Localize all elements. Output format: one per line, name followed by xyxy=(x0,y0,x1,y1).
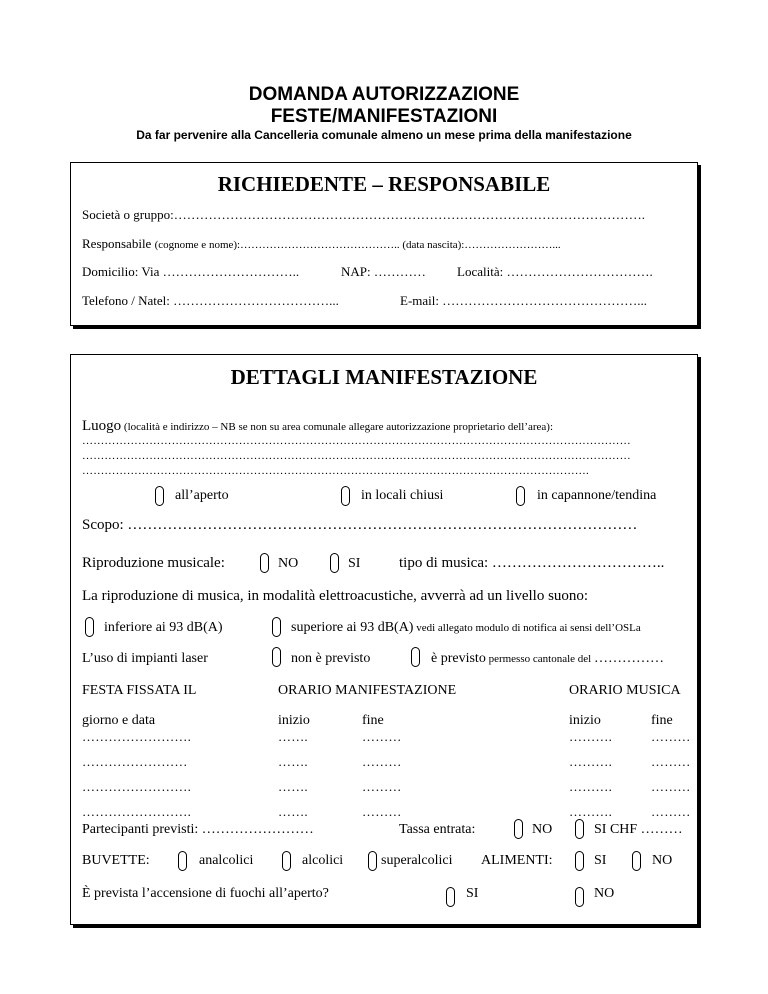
fine-header: fine xyxy=(362,713,384,728)
musica-fine-field-4[interactable]: ……… xyxy=(651,804,691,819)
superiore-note: vedi allegato modulo di notifica ai sensi dell’OSLa xyxy=(413,622,641,634)
responsabile-field[interactable] xyxy=(82,236,561,252)
riproduzione-label: Riproduzione musicale: xyxy=(82,555,225,571)
fine-field-1[interactable]: ……… xyxy=(362,729,402,744)
email-field[interactable]: E-mail: ………………………………………... xyxy=(400,293,647,308)
tipo-musica-field[interactable]: tipo di musica: …………………………….. xyxy=(399,555,665,571)
musica-inizio-field-1[interactable]: ………. xyxy=(569,729,613,744)
richiedente-section xyxy=(70,162,698,326)
checkbox-fuochi-no[interactable] xyxy=(575,887,584,907)
luogo-line-3[interactable]: ………………………………………………………………………………………………………………………. xyxy=(82,465,589,477)
checkbox-laser-previsto[interactable] xyxy=(411,647,420,667)
checkbox-capannone[interactable] xyxy=(516,486,525,506)
responsabile-label: Responsabile xyxy=(82,236,155,251)
orario-musica-header: ORARIO MUSICA xyxy=(569,683,681,698)
inizio-field-2[interactable]: ……. xyxy=(278,754,308,769)
document-title-line2: FESTE/MANIFESTAZIONI xyxy=(270,106,498,127)
luogo-line-1[interactable]: ………………………………………………………………………………………………………………………………… xyxy=(82,435,631,447)
checkbox-tassa-no[interactable] xyxy=(514,819,523,839)
luogo-line-2[interactable]: ………………………………………………………………………………………………………………………………… xyxy=(82,450,631,462)
previsto-note: permesso cantonale del xyxy=(485,653,594,665)
checkbox-laser-non-previsto[interactable] xyxy=(272,647,281,667)
label-riproduzione-si: SI xyxy=(348,556,361,571)
label-tassa-no: NO xyxy=(532,822,553,837)
date-field-1[interactable]: ……………………. xyxy=(82,729,192,744)
checkbox-aperto[interactable] xyxy=(155,486,164,506)
checkbox-analcolici[interactable] xyxy=(178,851,187,871)
laser-label: L’uso di impianti laser xyxy=(82,651,208,666)
checkbox-alimenti-si[interactable] xyxy=(575,851,584,871)
musica-inizio-field-2[interactable]: ………. xyxy=(569,754,613,769)
livello-text: La riproduzione di musica, in modalità elettroacustiche, avverrà ad un livello suono: xyxy=(82,588,589,604)
label-laser-non-previsto: non è previsto xyxy=(291,651,371,666)
checkbox-superiore[interactable] xyxy=(272,617,281,637)
scopo-field[interactable]: Scopo: ………………………………………………………………………………………… xyxy=(82,517,638,533)
label-fuochi-si: SI xyxy=(466,886,479,901)
label-riproduzione-no: NO xyxy=(278,556,299,571)
date-field-2[interactable]: …………………… xyxy=(82,754,188,769)
label-analcolici: analcolici xyxy=(199,853,254,868)
musica-fine-header: fine xyxy=(651,713,673,728)
inizio-header: inizio xyxy=(278,713,310,728)
label-laser-previsto xyxy=(431,651,664,667)
label-alimenti-no: NO xyxy=(652,853,673,868)
buvette-label: BUVETTE: xyxy=(82,853,150,868)
label-alcolici: alcolici xyxy=(302,853,344,868)
label-tassa-si-chf[interactable]: SI CHF ……… xyxy=(594,822,683,837)
musica-inizio-header: inizio xyxy=(569,713,601,728)
musica-inizio-field-3[interactable]: ………. xyxy=(569,779,613,794)
inizio-field-3[interactable]: ……. xyxy=(278,779,308,794)
checkbox-fuochi-si[interactable] xyxy=(446,887,455,907)
dettagli-section xyxy=(70,354,698,925)
nap-field[interactable]: NAP: ………… xyxy=(341,264,426,279)
label-capannone: in capannone/tendina xyxy=(537,488,657,503)
luogo-label-row xyxy=(82,418,553,435)
checkbox-locali-chiusi[interactable] xyxy=(341,486,350,506)
inizio-field-1[interactable]: ……. xyxy=(278,729,308,744)
fine-field-3[interactable]: ……… xyxy=(362,779,402,794)
orario-manifestazione-header: ORARIO MANIFESTAZIONE xyxy=(278,683,457,698)
label-inferiore: inferiore ai 93 dB(A) xyxy=(104,620,223,635)
alimenti-label: ALIMENTI: xyxy=(481,853,553,868)
fuochi-question: È prevista l’accensione di fuochi all’aperto? xyxy=(82,886,329,901)
fine-field-2[interactable]: ……… xyxy=(362,754,402,769)
localita-field[interactable]: Località: ……………………………. xyxy=(457,264,653,279)
checkbox-alcolici[interactable] xyxy=(282,851,291,871)
partecipanti-field[interactable]: Partecipanti previsti: …………………… xyxy=(82,822,314,837)
date-field-3[interactable]: ……………………. xyxy=(82,779,192,794)
document-title-line1: DOMANDA AUTORIZZAZIONE xyxy=(248,84,520,105)
superiore-text: superiore ai 93 dB(A) xyxy=(291,620,414,635)
label-aperto: all’aperto xyxy=(175,488,229,503)
richiedente-title: RICHIEDENTE – RESPONSABILE xyxy=(217,172,551,196)
label-superalcolici: superalcolici xyxy=(381,853,453,868)
telefono-field[interactable]: Telefono / Natel: ………………………………... xyxy=(82,293,339,308)
tassa-label: Tassa entrata: xyxy=(399,822,476,837)
checkbox-alimenti-no[interactable] xyxy=(632,851,641,871)
label-locali-chiusi: in locali chiusi xyxy=(361,488,444,503)
musica-fine-field-2[interactable]: ……… xyxy=(651,754,691,769)
checkbox-inferiore[interactable] xyxy=(85,617,94,637)
checkbox-tassa-si[interactable] xyxy=(575,819,584,839)
giorno-data-header: giorno e data xyxy=(82,713,156,728)
luogo-hint: (località e indirizzo – NB se non su area comunale allegare autorizzazione proprietario dell’area): xyxy=(121,421,554,433)
musica-fine-field-3[interactable]: ……… xyxy=(651,779,691,794)
festa-fissata-header: FESTA FISSATA IL xyxy=(82,683,197,698)
dettagli-title: DETTAGLI MANIFESTAZIONE xyxy=(230,365,538,389)
societa-field[interactable]: Società o gruppo:………………………………………………………………………………………………. xyxy=(82,207,645,222)
label-fuochi-no: NO xyxy=(594,886,615,901)
checkbox-riproduzione-no[interactable] xyxy=(260,553,269,573)
luogo-label: Luogo xyxy=(82,418,122,434)
domicilio-field[interactable]: Domicilio: Via ………………………….. xyxy=(82,264,300,279)
document-subtitle: Da far pervenire alla Cancelleria comunale almeno un mese prima della manifestazione xyxy=(136,128,632,142)
musica-inizio-field-4[interactable]: ………. xyxy=(569,804,613,819)
checkbox-riproduzione-si[interactable] xyxy=(330,553,339,573)
label-alimenti-si: SI xyxy=(594,853,607,868)
previsto-date-field[interactable]: …………… xyxy=(593,651,664,666)
musica-fine-field-1[interactable]: ……… xyxy=(651,729,691,744)
inizio-field-4[interactable]: ……. xyxy=(278,804,308,819)
responsabile-hint: (cognome e nome):…………………………………….. (data nascita):……………………... xyxy=(154,239,561,251)
fine-field-4[interactable]: ……… xyxy=(362,804,402,819)
checkbox-superalcolici[interactable] xyxy=(368,851,377,871)
previsto-text: è previsto xyxy=(431,651,486,666)
label-superiore xyxy=(291,620,641,636)
date-field-4[interactable]: ……………………. xyxy=(82,804,192,819)
